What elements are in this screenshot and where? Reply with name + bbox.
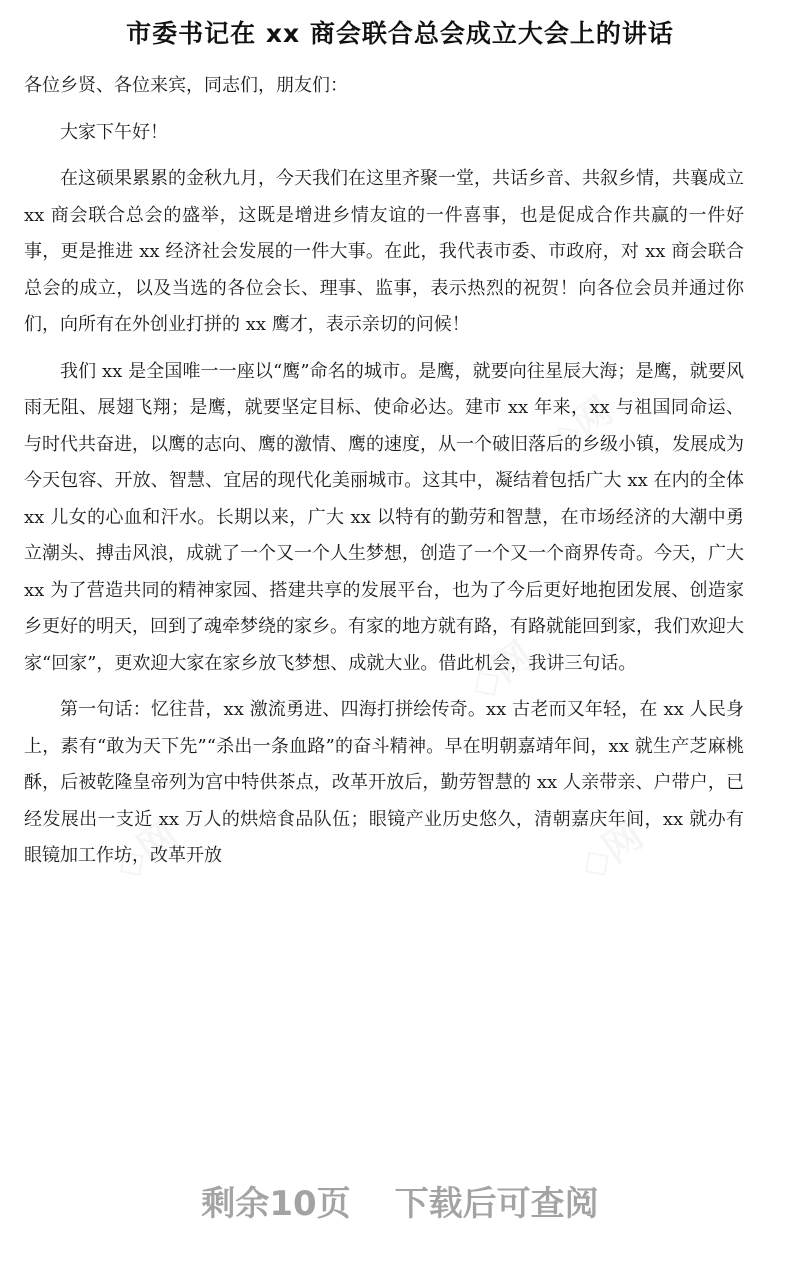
greeting-paragraph: 大家下午好！ xyxy=(60,121,168,143)
document-title: 市委书记在 xx 商会联合总会成立大会上的讲话 xyxy=(126,19,674,48)
body-paragraph: 在这硕果累累的金秋九月，今天我们在这里齐聚一堂，共话乡音、共叙乡情，共襄成立 xx 商会联合总会的盛举，这既是增进乡情友谊的一件喜事，也是促成合作共赢的一件好事，更是推进 xx 经济社会发展的一件大事。在此，我代表市委、市政府，对 xx 商会联合总会的成立，以及当选的各位会长、理事、监事，表示热烈的祝贺！向各位会员并通过你们，向所有在外创业打拼的 xx 鹰才，表示亲切的问候！ xyxy=(24,168,744,335)
document-body xyxy=(24,68,744,885)
salutation-paragraph: 各位乡贤、各位来宾，同志们，朋友们： xyxy=(24,75,348,96)
body-paragraph: 我们 xx 是全国唯一一座以“鹰”命名的城市。是鹰，就要向往星辰大海；是鹰，就要风雨无阻、展翅飞翔；是鹰，就要坚定目标、使命必达。建市 xx 年来，xx 与祖国同命运、与时代共奋进，以鹰的志向、鹰的激情、鹰的速度，从一个破旧落后的乡级小镇，发展成为今天包容、开放、智慧、宜居的现代化美丽城市。这其中，凝结着包括广大 xx 在内的全体 xx 儿女的心血和汗水。长期以来，广大 xx 以特有的勤劳和智慧，在市场经济的大潮中勇立潮头、搏击风浪，成就了一个又一个人生梦想，创造了一个又一个商界传奇。今天，广大 xx 为了营造共同的精神家园、搭建共享的发展平台，也为了今后更好地抱团发展、创造家乡更好的明天，回到了魂牵梦绕的家乡。有家的地方就有路，有路就能回到家，我们欢迎大家“回家”，更欢迎大家在家乡放飞梦想、成就大业。借此机会，我讲三句话。 xyxy=(24,360,744,674)
body-paragraph: 第一句话：忆往昔，xx 激流勇进、四海打拼绘传奇。xx 古老而又年轻，在 xx 人民身上，素有“敢为天下先”“杀出一条血路”的奋斗精神。早在明朝嘉靖年间，xx 就生产芝麻桃酥，后被乾隆皇帝列为宫中特供茶点，改革开放后，勤劳智慧的 xx 人亲带亲、户带户，已经发展出一支近 xx 万人的烘焙食品队伍；眼镜产业历史悠久，清朝嘉庆年间，xx 就办有眼镜加工作坊，改革开放 xyxy=(24,699,744,866)
download-hint-label: 下载后可查阅 xyxy=(394,1184,599,1224)
download-prompt[interactable] xyxy=(0,1176,800,1225)
remaining-pages-label: 剩余10页 xyxy=(201,1184,351,1224)
